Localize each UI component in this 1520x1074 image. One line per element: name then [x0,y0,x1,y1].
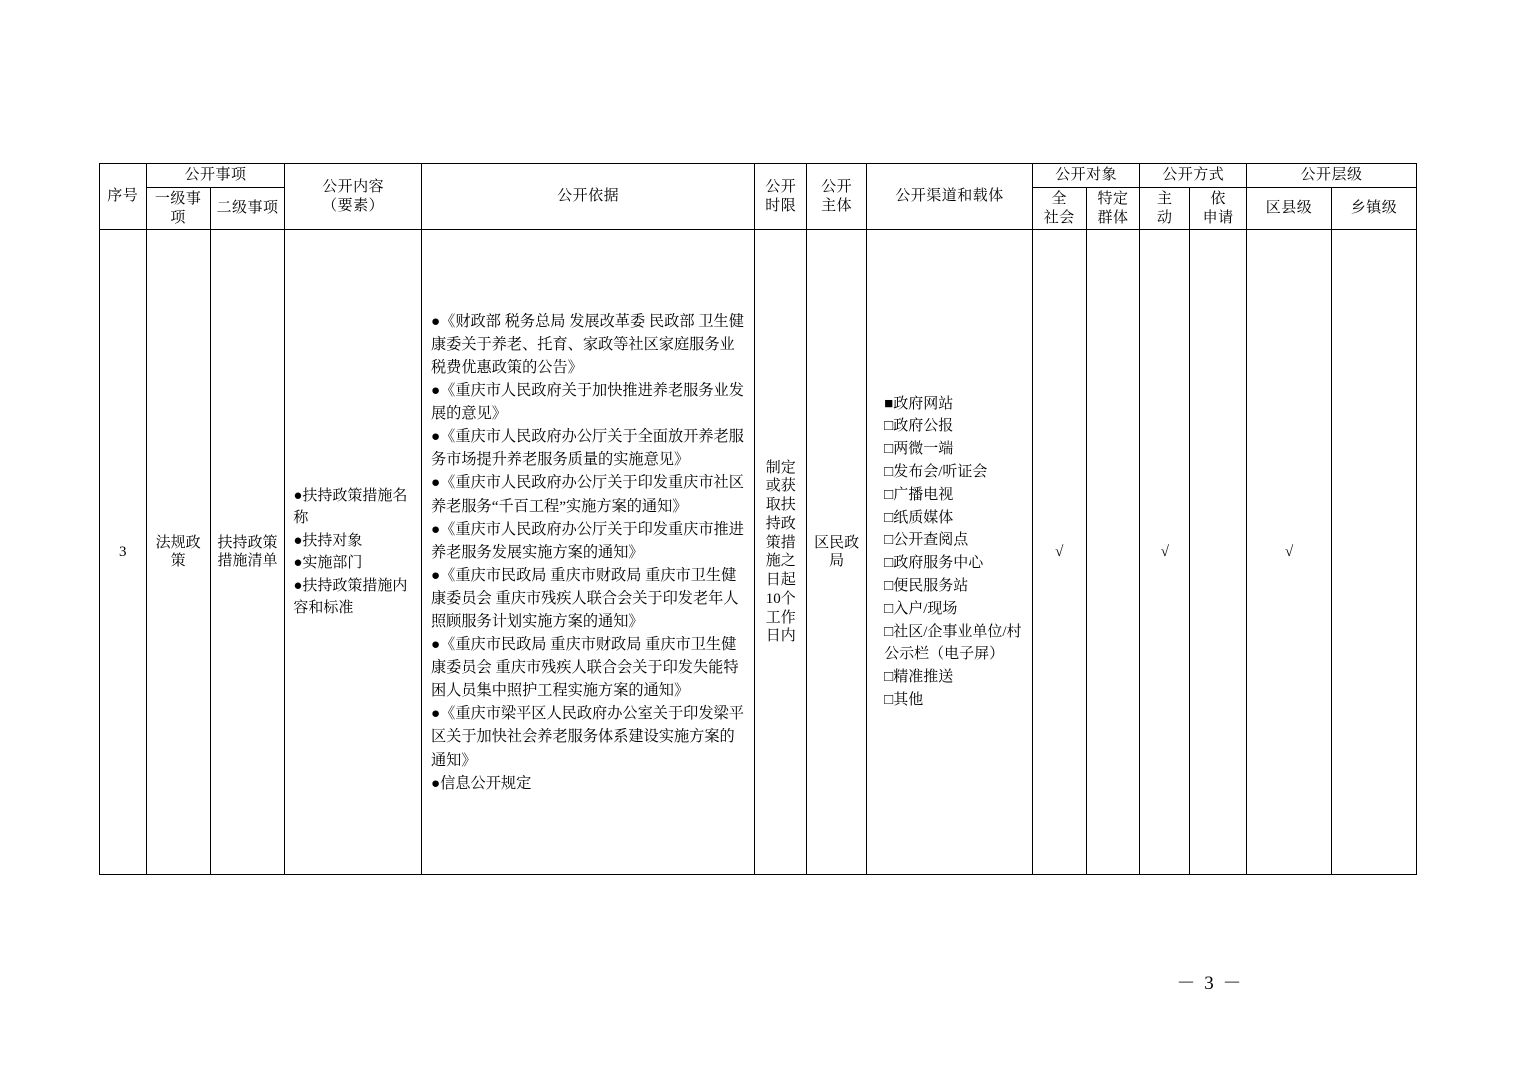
cell-audience-all-value: √ [1055,543,1064,560]
cell-content-elements [285,230,422,875]
content-element-item: ●实施部门 [293,555,363,572]
channel-label: 公开查阅点 [893,532,969,549]
channel-label: 两微一端 [893,441,954,458]
header-audience-all-label-2: 社会 [1043,209,1075,226]
page-number [0,968,1520,995]
channel-item[interactable] [884,575,1023,598]
header-audience-specific [1086,187,1140,230]
basis-item: ●《重庆市人民政府办公厅关于印发重庆市推进养老服务发展实施方案的通知》 [430,520,744,561]
basis-item: ●《重庆市民政局 重庆市财政局 重庆市卫生健康委员会 重庆市残疾人联合会关于印发老年人照顾服务计划实施方案的通知》 [430,566,739,630]
checkbox-checked-icon[interactable]: ■ [884,395,894,412]
cell-channel [867,230,1033,875]
channel-label: 入户/现场 [893,600,958,617]
cell-basis [421,230,754,875]
cell-method-active-value: √ [1160,543,1169,560]
channel-label: 便民服务站 [893,578,969,595]
cell-level2 [210,230,285,875]
cell-level-town [1332,230,1417,875]
basis-list [425,310,751,795]
channel-item[interactable] [884,438,1023,461]
header-level-district-label: 区县级 [1265,200,1313,217]
channel-item[interactable] [884,666,1023,689]
channel-item[interactable] [884,507,1023,530]
header-seq [100,164,147,230]
header-subject [807,164,867,230]
cell-level-district [1247,230,1332,875]
header-subject-label-1: 公开 [821,178,853,195]
page-number-label: － 3 － [1176,973,1244,994]
channel-item[interactable] [884,529,1023,552]
basis-item: ●《财政部 税务总局 发展改革委 民政部 卫生健康委关于养老、托育、家政等社区家庭服务业税费优惠政策的公告》 [430,312,744,376]
header-audience-all-label-1: 全 [1051,190,1067,207]
content-element-item: ●扶持政策措施内容和标准 [293,577,408,617]
cell-seq-value: 3 [119,543,127,560]
channel-label: 其他 [893,692,924,709]
header-basis [421,164,754,230]
header-method-active [1140,187,1190,230]
header-seq-label: 序号 [107,188,139,205]
header-content [285,164,422,230]
header-public-matters [146,164,285,188]
header-method [1140,164,1247,188]
cell-method-apply [1190,230,1247,875]
header-time-limit [755,164,807,230]
header-subject-label-2: 主体 [821,197,853,214]
channel-item[interactable] [884,461,1023,484]
cell-level2-value: 扶持政策措施清单 [217,534,278,570]
header-method-active-label-2: 动 [1157,209,1173,226]
channel-label: 政府网站 [893,395,954,412]
channel-label: 政府公报 [893,418,954,435]
header-level-district [1247,187,1332,230]
cell-level1-value: 法规政策 [155,534,201,570]
header-level-town-label: 乡镇级 [1350,200,1398,217]
checkbox-unchecked-icon[interactable]: □ [884,441,894,458]
header-channel-label: 公开渠道和载体 [895,188,1004,205]
content-elements-list [288,485,418,620]
checkbox-unchecked-icon[interactable]: □ [884,669,894,686]
header-row-top [100,164,1417,188]
channel-item[interactable] [884,598,1023,621]
channel-item[interactable] [884,552,1023,575]
checkbox-unchecked-icon[interactable]: □ [884,418,894,435]
checkbox-unchecked-icon[interactable]: □ [884,464,894,481]
basis-item: ●《重庆市人民政府办公厅关于印发重庆市社区养老服务“千百工程”实施方案的通知》 [430,474,744,515]
checkbox-unchecked-icon[interactable]: □ [884,555,894,572]
header-audience-specific-label-1: 特定 [1097,190,1129,207]
header-audience [1032,164,1140,188]
checkbox-unchecked-icon[interactable]: □ [884,486,894,503]
cell-time-limit [755,230,807,875]
channel-item[interactable] [884,621,1023,667]
header-audience-specific-label-2: 群体 [1097,209,1129,226]
header-method-apply [1190,187,1247,230]
header-method-apply-label-2: 申请 [1202,209,1234,226]
checkbox-unchecked-icon[interactable]: □ [884,623,894,640]
header-level1 [146,187,210,230]
channel-item[interactable] [884,689,1023,712]
header-public-matters-label: 公开事项 [184,167,247,183]
channel-item[interactable] [884,393,1023,416]
basis-item: ●《重庆市民政局 重庆市财政局 重庆市卫生健康委员会 重庆市残疾人联合会关于印发失能特困人员集中照护工程实施方案的通知》 [430,636,739,700]
header-method-apply-label-1: 依 [1210,190,1226,207]
cell-level-district-value: √ [1284,543,1294,560]
cell-subject [807,230,867,875]
cell-time-limit-value: 制定或获取扶持政策措施之日起10个工作日内 [765,459,796,645]
cell-audience-specific [1086,230,1140,875]
header-content-label-1: 公开内容 [322,178,385,195]
cell-method-active [1140,230,1190,875]
checkbox-unchecked-icon[interactable]: □ [884,600,894,617]
cell-audience-all [1032,230,1086,875]
checkbox-unchecked-icon[interactable]: □ [884,692,894,709]
header-level1-label: 一级事项 [154,190,202,226]
header-level2 [210,187,285,230]
header-level2-label: 二级事项 [216,200,279,217]
header-level-town [1332,187,1417,230]
header-method-label: 公开方式 [1162,167,1225,183]
header-time-limit-label-2: 时限 [765,197,797,214]
checkbox-unchecked-icon[interactable]: □ [884,509,894,526]
channel-label: 社区/企事业单位/村公示栏（电子屏） [884,623,1022,663]
content-element-item: ●扶持对象 [293,532,363,549]
cell-subject-value: 区民政局 [814,534,860,570]
header-level [1247,164,1417,188]
header-channel [867,164,1033,230]
header-content-label-2: （要素） [322,197,385,214]
header-time-limit-label-1: 公开 [765,178,797,195]
cell-seq [100,230,147,875]
table-row [100,230,1417,875]
header-audience-all [1032,187,1086,230]
channel-label: 纸质媒体 [893,509,954,526]
basis-item: ●信息公开规定 [430,774,532,792]
basis-item: ●《重庆市人民政府关于加快推进养老服务业发展的意见》 [430,382,744,423]
header-method-active-label-1: 主 [1157,190,1173,207]
channel-label: 发布会/听证会 [893,464,988,481]
checkbox-unchecked-icon[interactable]: □ [884,532,894,549]
basis-item: ●《重庆市梁平区人民政府办公室关于印发梁平区关于加快社会养老服务体系建设实施方案的通知》 [430,705,744,769]
content-element-item: ●扶持政策措施名称 [293,487,408,527]
channel-label: 政府服务中心 [893,555,984,572]
header-audience-label: 公开对象 [1055,167,1118,183]
table-header [100,164,1417,230]
channel-label: 精准推送 [893,669,954,686]
basis-item: ●《重庆市人民政府办公厅关于全面放开养老服务市场提升养老服务质量的实施意见》 [430,428,744,469]
table-body [100,230,1417,875]
channel-item[interactable] [884,415,1023,438]
channel-item[interactable] [884,484,1023,507]
header-basis-label: 公开依据 [557,188,620,205]
header-level-label: 公开层级 [1300,167,1363,183]
cell-level1 [146,230,210,875]
channel-checkbox-list [870,393,1029,712]
channel-label: 广播电视 [893,486,954,503]
disclosure-table [99,163,1417,875]
checkbox-unchecked-icon[interactable]: □ [884,578,894,595]
